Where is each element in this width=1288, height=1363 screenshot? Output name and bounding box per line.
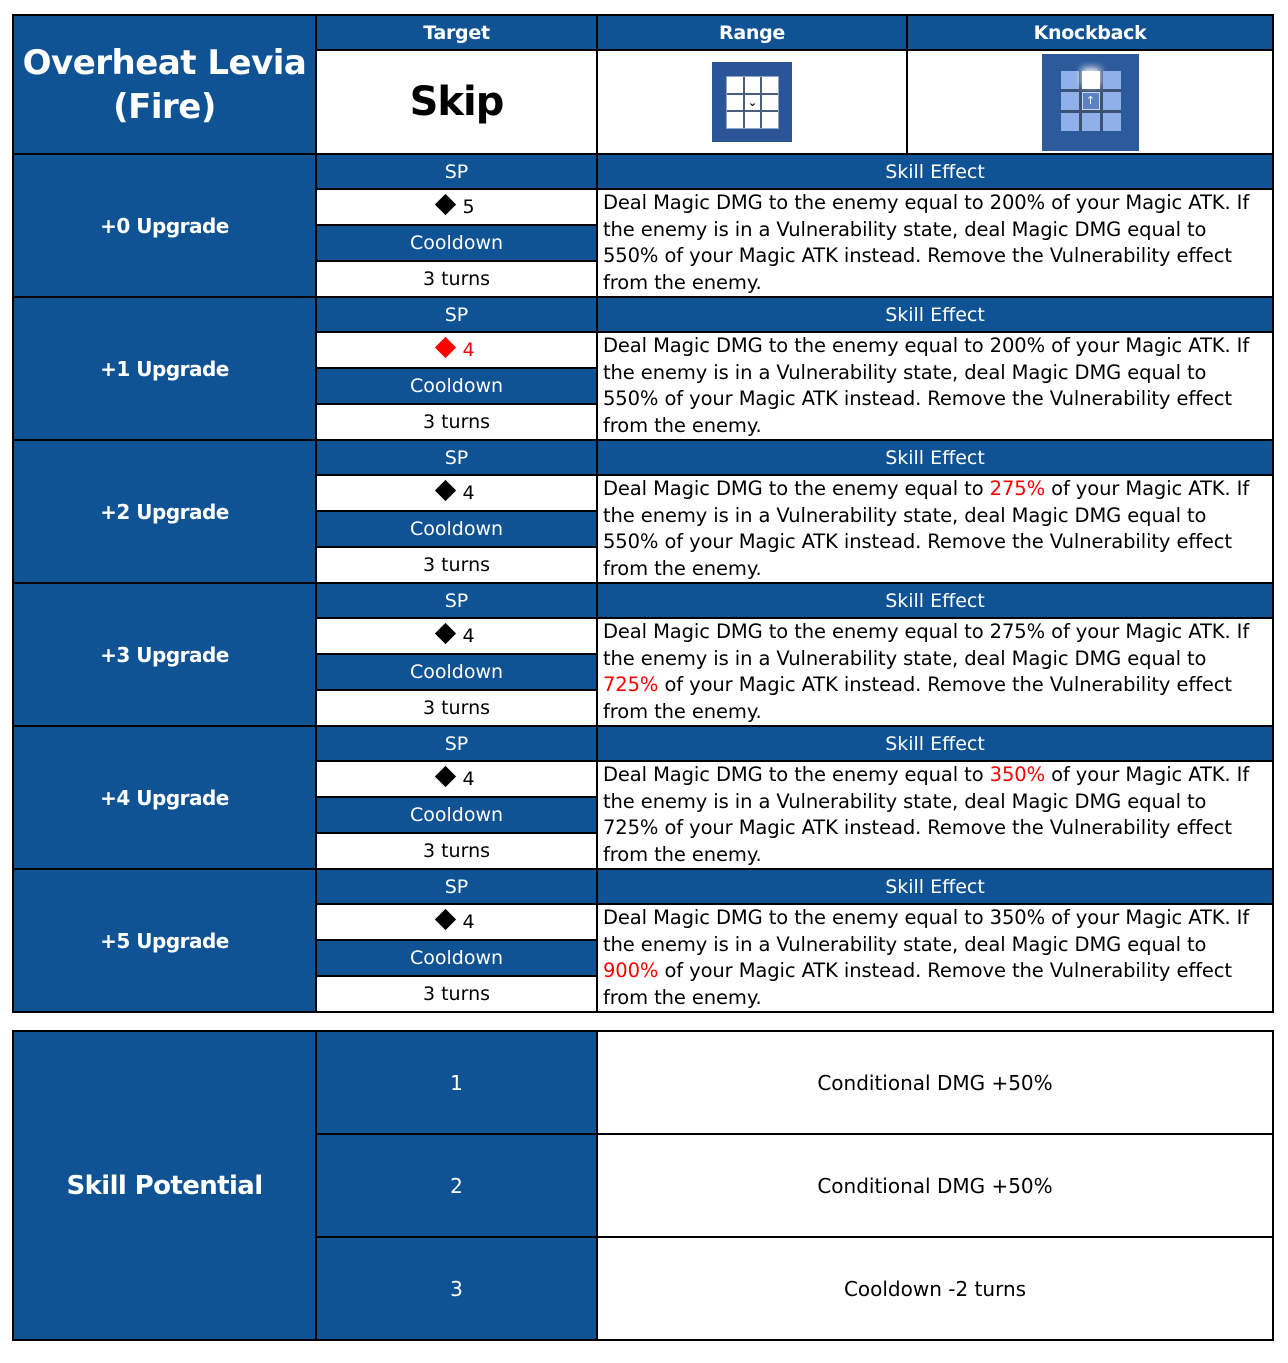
sp-label: SP <box>316 154 597 189</box>
upgrade-label: +4 Upgrade <box>13 726 316 869</box>
sp-label: SP <box>316 297 597 332</box>
target-value: Skip <box>316 50 597 154</box>
cooldown-value: 3 turns <box>316 833 597 869</box>
sp-value: 4 <box>316 475 597 511</box>
skill-effect-label: Skill Effect <box>597 154 1273 189</box>
knockback-up-arrow-icon <box>1042 54 1139 151</box>
range-cell <box>597 50 907 154</box>
upgrade-label: +1 Upgrade <box>13 297 316 440</box>
cooldown-label: Cooldown <box>316 368 597 404</box>
upgrade-label: +2 Upgrade <box>13 440 316 583</box>
sp-diamond-icon <box>435 766 456 787</box>
range-header: Range <box>597 15 907 50</box>
sp-value: 4 <box>316 904 597 940</box>
upgrade-label: +5 Upgrade <box>13 869 316 1012</box>
cooldown-label: Cooldown <box>316 797 597 833</box>
upgrade-label: +0 Upgrade <box>13 154 316 297</box>
sp-value: 4 <box>316 618 597 654</box>
sp-value: 5 <box>316 189 597 225</box>
skill-effect-text: Deal Magic DMG to the enemy equal to 350% of your Magic ATK. If the enemy is in a Vulnerability state, deal Magic DMG equal to 900% of your Magic ATK instead. Remove the Vulnerability effect from the enemy. <box>597 904 1273 1012</box>
cooldown-value: 3 turns <box>316 404 597 440</box>
upgrade-label: +3 Upgrade <box>13 583 316 726</box>
potential-value: Cooldown -2 turns <box>597 1237 1273 1340</box>
skill-upgrade-table <box>12 14 1274 1013</box>
skill-name-cell <box>13 15 316 154</box>
cooldown-label: Cooldown <box>316 225 597 261</box>
potential-level: 3 <box>316 1237 597 1340</box>
skill-effect-label: Skill Effect <box>597 297 1273 332</box>
sp-label: SP <box>316 726 597 761</box>
sp-diamond-icon <box>435 337 456 358</box>
skill-effect-label: Skill Effect <box>597 440 1273 475</box>
cooldown-label: Cooldown <box>316 511 597 547</box>
potential-value: Conditional DMG +50% <box>597 1031 1273 1134</box>
knockback-cell <box>907 50 1273 154</box>
skill-name: Overheat Levia <box>22 42 307 83</box>
sp-label: SP <box>316 583 597 618</box>
cooldown-value: 3 turns <box>316 547 597 583</box>
skill-element: (Fire) <box>113 86 216 127</box>
sp-label: SP <box>316 440 597 475</box>
changed-value: 725% <box>603 673 659 696</box>
potential-level: 1 <box>316 1031 597 1134</box>
cooldown-value: 3 turns <box>316 976 597 1012</box>
cooldown-value: 3 turns <box>316 690 597 726</box>
skill-effect-label: Skill Effect <box>597 583 1273 618</box>
potential-value: Conditional DMG +50% <box>597 1134 1273 1237</box>
chevron-down-icon: ⌄ <box>745 95 761 111</box>
sp-diamond-icon <box>435 194 456 215</box>
cooldown-label: Cooldown <box>316 654 597 690</box>
skill-effect-text: Deal Magic DMG to the enemy equal to 200% of your Magic ATK. If the enemy is in a Vulnerability state, deal Magic DMG equal to 550% of your Magic ATK instead. Remove the Vulnerability effect from the enemy. <box>597 189 1273 297</box>
potential-level: 2 <box>316 1134 597 1237</box>
skill-effect-text: Deal Magic DMG to the enemy equal to 350% of your Magic ATK. If the enemy is in a Vulnerability state, deal Magic DMG equal to 725% of your Magic ATK instead. Remove the Vulnerability effect from the enemy. <box>597 761 1273 869</box>
arrow-up-icon: ↑ <box>1082 92 1100 110</box>
changed-value: 350% <box>989 763 1046 786</box>
range-grid-icon <box>712 62 792 142</box>
skill-effect-text: Deal Magic DMG to the enemy equal to 200% of your Magic ATK. If the enemy is in a Vulnerability state, deal Magic DMG equal to 550% of your Magic ATK instead. Remove the Vulnerability effect from the enemy. <box>597 332 1273 440</box>
sp-diamond-icon <box>435 480 456 501</box>
skill-effect-text: Deal Magic DMG to the enemy equal to 275% of your Magic ATK. If the enemy is in a Vulnerability state, deal Magic DMG equal to 725% of your Magic ATK instead. Remove the Vulnerability effect from the enemy. <box>597 618 1273 726</box>
skill-effect-label: Skill Effect <box>597 869 1273 904</box>
sp-diamond-icon <box>435 909 456 930</box>
skill-potential-table <box>12 1030 1274 1341</box>
sp-value: 4 <box>316 761 597 797</box>
sp-diamond-icon <box>435 623 456 644</box>
changed-value: 275% <box>989 477 1046 500</box>
cooldown-value: 3 turns <box>316 261 597 297</box>
changed-value: 900% <box>603 959 659 982</box>
skill-effect-text: Deal Magic DMG to the enemy equal to 275% of your Magic ATK. If the enemy is in a Vulnerability state, deal Magic DMG equal to 550% of your Magic ATK instead. Remove the Vulnerability effect from the enemy. <box>597 475 1273 583</box>
sp-label: SP <box>316 869 597 904</box>
sp-value: 4 <box>316 332 597 368</box>
skill-effect-label: Skill Effect <box>597 726 1273 761</box>
target-header: Target <box>316 15 597 50</box>
cooldown-label: Cooldown <box>316 940 597 976</box>
skill-potential-title: Skill Potential <box>13 1031 316 1340</box>
knockback-header: Knockback <box>907 15 1273 50</box>
